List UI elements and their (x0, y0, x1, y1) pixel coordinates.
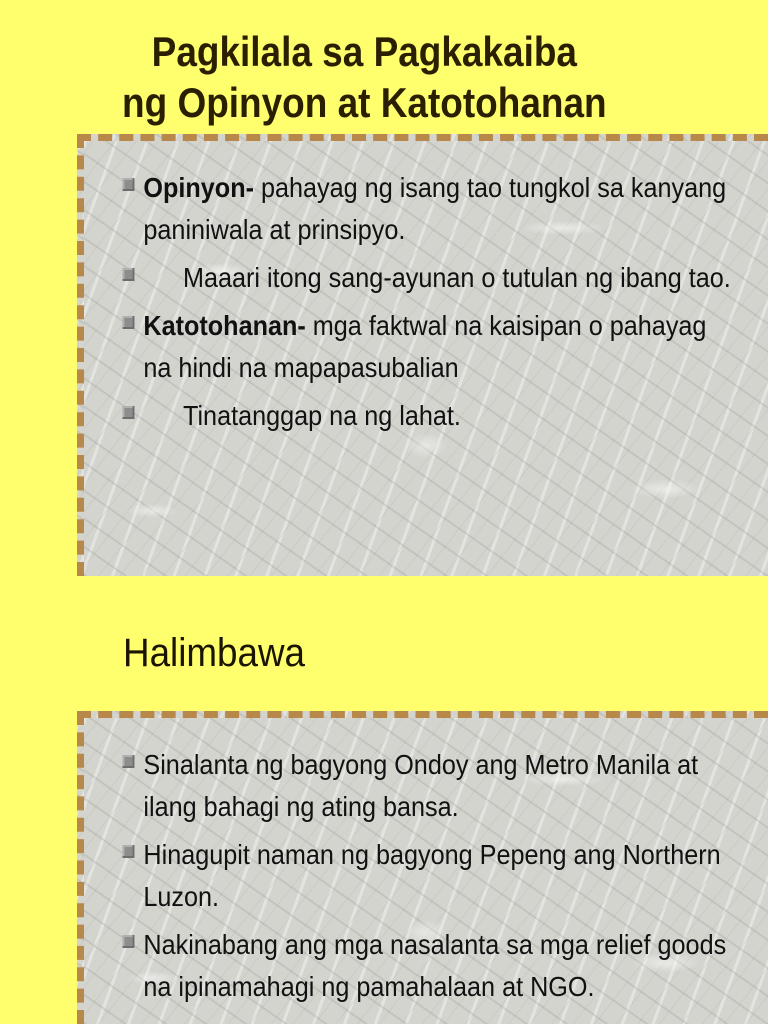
slide-title-line-2: ng Opinyon at Katotohanan (122, 79, 607, 126)
example-text: Nakinabang ang mga nasalanta sa mga relief goods na ipinamahagi ng pamahalaan at NGO. (143, 929, 727, 1002)
definition-item-opinyon (120, 167, 741, 251)
definition-text: Maaari itong sang-ayunan o tutulan ng ibang tao. (183, 262, 731, 293)
square-bullet-icon (123, 845, 135, 858)
slide-title (0, 26, 729, 128)
definition-item-opinyon-note (120, 257, 741, 299)
example-heading: Halimbawa (123, 631, 306, 675)
examples-list (120, 744, 738, 1014)
examples-panel (77, 711, 768, 1024)
definition-text: mga faktwal na kaisipan o pahayag na hindi na mapapasubalian (143, 310, 707, 383)
example-text: Sinalanta ng bagyong Ondoy ang Metro Manila at ilang bahagi ng ating bansa. (143, 749, 699, 822)
definition-text: Tinatanggap na ng lahat. (183, 400, 461, 431)
example-item (120, 834, 741, 918)
definition-item-katotohanan (120, 305, 741, 389)
definition-term: Katotohanan- (143, 310, 306, 341)
square-bullet-icon (123, 268, 135, 281)
example-item (120, 744, 741, 828)
square-bullet-icon (123, 755, 135, 768)
square-bullet-icon (123, 406, 135, 419)
square-bullet-icon (123, 178, 135, 191)
square-bullet-icon (123, 935, 135, 948)
definition-item-katotohanan-note (120, 395, 741, 437)
slide-title-line-1: Pagkilala sa Pagkakaiba (151, 28, 577, 75)
definitions-list (120, 167, 738, 443)
definition-text: pahayag ng isang tao tungkol sa kanyang paniniwala at prinsipyo. (143, 172, 727, 245)
definitions-panel (77, 134, 768, 576)
example-text: Hinagupit naman ng bagyong Pepeng ang Northern Luzon. (143, 839, 721, 912)
square-bullet-icon (123, 316, 135, 329)
definition-term: Opinyon- (143, 172, 254, 203)
example-item (120, 924, 741, 1008)
